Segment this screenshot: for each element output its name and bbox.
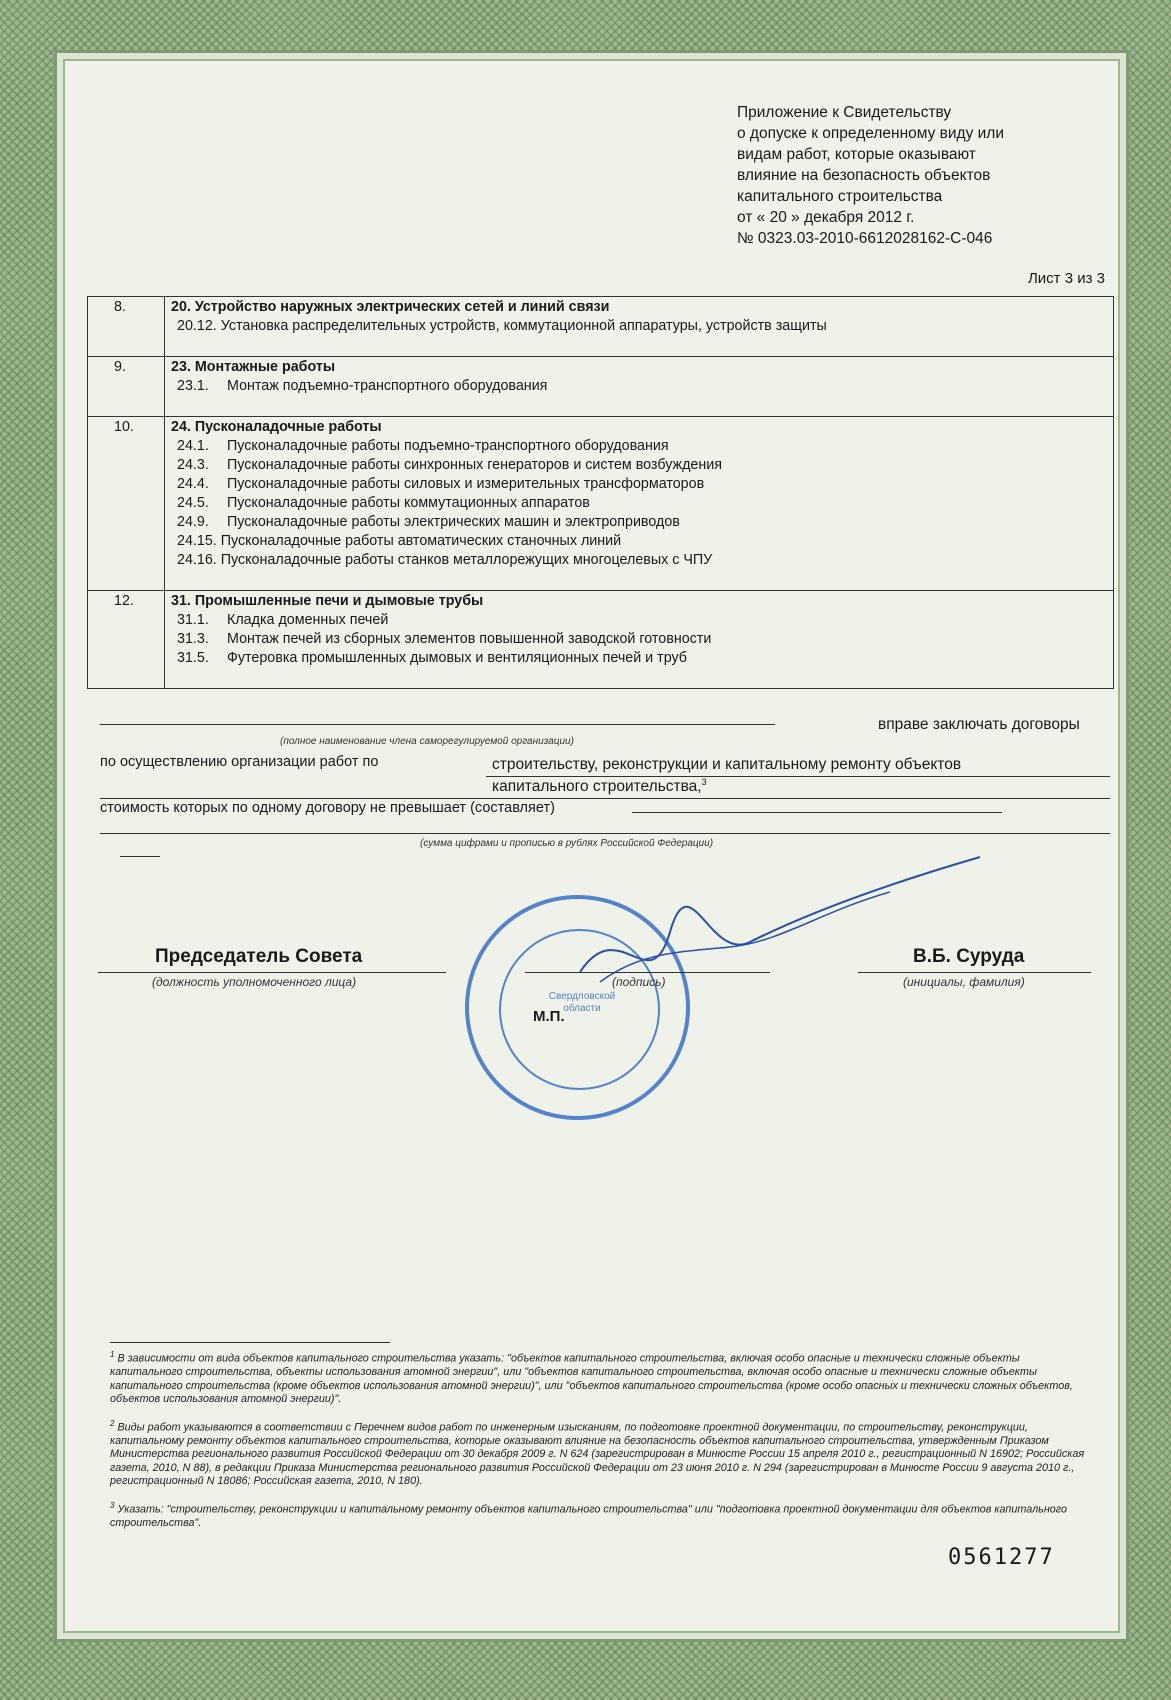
work-group: 23. Монтажные работы <box>171 359 336 375</box>
work-item <box>171 494 1107 513</box>
row-content <box>165 297 1114 357</box>
row-number: 9. <box>88 357 165 417</box>
work-group: 31. Промышленные печи и дымовые трубы <box>171 593 484 609</box>
work-item <box>171 630 1107 649</box>
name-line <box>858 972 1091 973</box>
header-line: Приложение к Свидетельству <box>737 104 952 121</box>
work-item <box>171 532 1107 551</box>
header-line: от « 20 » декабря 2012 г. <box>737 209 915 226</box>
footnote: $^1$ В зависимости от вида объектов капитального строительства указать: "объектов капитального строительства, включая особо опасные и технически сложные объекты капитального строительства, объекты использования атомной энергии", или "объектов капитального строительства, включая особо опасные и технически сложные объекты капитального строительства (кроме объектов использования атомной энергии)", или "объектов капитального строительства (кроме особо опасных и технически сложных объектов, объектов использования атомной энергии)". <box>110 1350 1073 1406</box>
work-item-code: 24.5. <box>177 495 209 511</box>
work-item-text: Кладка доменных печей <box>227 612 389 628</box>
org-name-caption: (полное наименование члена саморегулируемой организации) <box>280 736 574 747</box>
table-row <box>88 417 1114 591</box>
work-item-text: Пусконаладочные работы силовых и измерительных трансформаторов <box>227 476 705 492</box>
cost-line-2 <box>100 833 1110 834</box>
work-item-code: 31.1. <box>177 612 209 628</box>
works-table <box>87 296 1114 689</box>
work-item-code: 23.1. <box>177 378 209 394</box>
position-caption: (должность уполномоченного лица) <box>152 975 357 989</box>
works-by-value-2: капитального строительства,$^3$ <box>492 777 707 796</box>
work-item <box>171 437 1107 456</box>
works-by-line-2 <box>100 798 1110 799</box>
work-item-code: 20.12. <box>177 318 217 334</box>
work-item-text: Пусконаладочные работы подъемно-транспортного оборудования <box>227 438 669 454</box>
header-line: влияние на безопасность объектов <box>737 167 991 184</box>
work-item-code: 24.3. <box>177 457 209 473</box>
work-item-text: Пусконаладочные работы автоматических станочных линий <box>220 533 622 549</box>
row-number: 12. <box>88 591 165 689</box>
work-item <box>171 551 1107 570</box>
row-number: 10. <box>88 417 165 591</box>
work-group: 20. Устройство наружных электрических сетей и линий связи <box>171 299 610 315</box>
row-number: 8. <box>88 297 165 357</box>
work-item-code: 24.15. <box>177 533 217 549</box>
work-item-code: 31.3. <box>177 631 209 647</box>
works-by-value-1: строительству, реконструкции и капитальному ремонту объектов <box>492 756 962 773</box>
signature-line <box>525 972 770 973</box>
org-name-line <box>100 724 775 725</box>
work-item-code: 24.1. <box>177 438 209 454</box>
footnote: $^2$ Виды работ указываются в соответствии с Перечнем видов работ по инженерным изысканиям, по подготовке проектной документации, по строительству, реконструкции, капитальному ремонту объектов капитального строительства, которые оказывают влияние на безопасность объектов капитального строительства, утвержденным Приказом Министерства регионального развития Российской Федерации от 30 декабря 2009 г. N 624 (зарегистрирован в Минюсте России 15 апреля 2010 г., регистрационный N 16902; Российская газета, 2010, N 88), в редакции Приказа Министерства регионального развития Российской Федерации от 23 июня 2010 г. N 294 (зарегистрирован в Минюсте России 9 августа 2010 г., регистрационный N 18086; Российская газета, 2010, N 180). <box>110 1418 1085 1488</box>
cost-label: стоимость которых по одному договору не превышает (составляет) <box>100 800 555 816</box>
work-item <box>171 475 1107 494</box>
work-item-text: Монтаж печей из сборных элементов повышенной заводской готовности <box>227 631 712 647</box>
row-content <box>165 591 1114 689</box>
footnote: $^3$ Указать: "строительству, реконструкции и капитальному ремонту объектов капитального строительства" или "подготовка проектной документации для объектов капитального строительства". <box>110 1500 1068 1529</box>
position-line <box>98 972 446 973</box>
work-item <box>171 649 1107 668</box>
work-item-code: 24.4. <box>177 476 209 492</box>
sheet-number: Лист 3 из 3 <box>1027 270 1105 287</box>
work-item <box>171 513 1107 532</box>
works-by-label: по осуществлению организации работ по <box>100 754 379 770</box>
work-item <box>171 611 1107 630</box>
work-item-text: Монтаж подъемно-транспортного оборудования <box>227 378 548 394</box>
header-line: видам работ, которые оказывают <box>737 146 976 163</box>
signer-position: Председатель Совета <box>155 946 363 967</box>
footnote-rule <box>110 1342 390 1343</box>
header-line: о допуске к определенному виду или <box>737 125 1004 142</box>
work-item-text: Пусконаладочные работы станков металлорежущих многоцелевых с ЧПУ <box>220 552 713 568</box>
footnotes <box>110 1348 1085 1540</box>
cost-caption: (сумма цифрами и прописью в рублях Российской Федерации) <box>420 838 714 849</box>
name-caption: (инициалы, фамилия) <box>903 975 1025 989</box>
table-row <box>88 297 1114 357</box>
appendix-header <box>737 102 1004 249</box>
work-group: 24. Пусконаладочные работы <box>171 419 382 435</box>
signer-name: В.Б. Суруда <box>913 946 1025 967</box>
work-item <box>171 456 1107 475</box>
entitled-text: вправе заключать договоры <box>878 716 1080 733</box>
header-line: капитального строительства <box>737 188 943 205</box>
row-content <box>165 417 1114 591</box>
cost-line <box>632 812 1002 813</box>
work-item-text: Пусконаладочные работы коммутационных аппаратов <box>227 495 590 511</box>
signature-caption: (подпись) <box>612 975 666 989</box>
work-item <box>171 377 1107 396</box>
short-rule <box>120 856 160 857</box>
work-item-text: Пусконаладочные работы электрических машин и электроприводов <box>227 514 680 530</box>
seal-place-label: М.П. <box>533 1008 565 1025</box>
work-item-text: Установка распределительных устройств, коммутационной аппаратуры, устройств защиты <box>220 318 827 334</box>
table-row <box>88 357 1114 417</box>
work-item-code: 24.9. <box>177 514 209 530</box>
work-item-code: 31.5. <box>177 650 209 666</box>
serial-number: 0561277 <box>948 1545 1055 1570</box>
work-item <box>171 317 1107 336</box>
table-row <box>88 591 1114 689</box>
header-line: № 0323.03-2010-6612028162-С-046 <box>737 230 993 247</box>
work-item-text: Футеровка промышленных дымовых и вентиляционных печей и труб <box>227 650 687 666</box>
seal-stamp: Свердловской области <box>465 895 690 1120</box>
work-item-code: 24.16. <box>177 552 217 568</box>
work-item-text: Пусконаладочные работы синхронных генераторов и систем возбуждения <box>227 457 722 473</box>
row-content <box>165 357 1114 417</box>
